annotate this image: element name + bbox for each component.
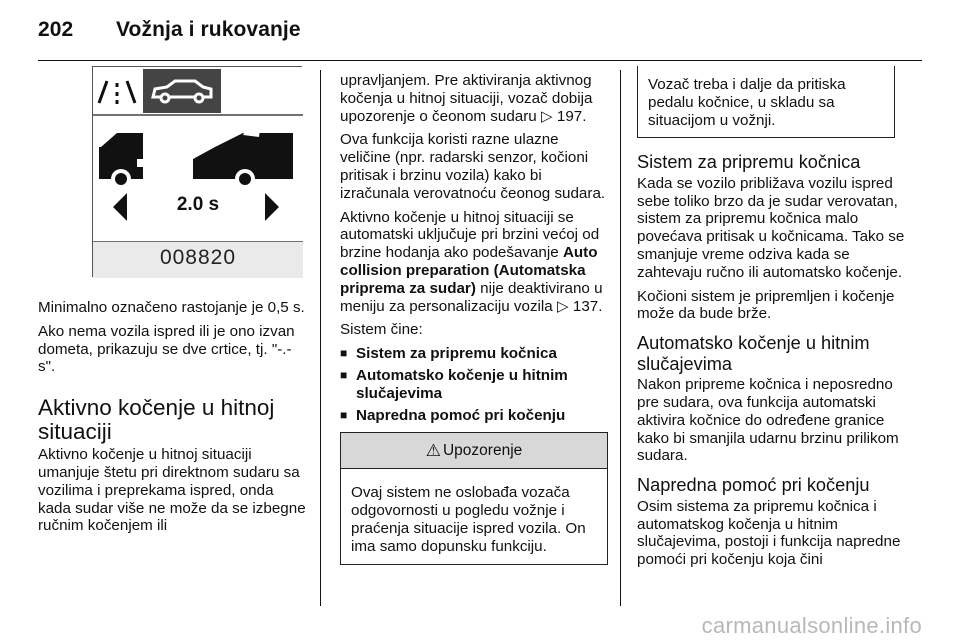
page-header: [38, 18, 301, 42]
list-item: ■ Napredna pomoć pri kočenju: [340, 407, 608, 425]
odometer-value: 008820: [159, 246, 237, 269]
paragraph: upravljanjem. Pre aktiviranja aktivnog kočenja u hitnoj situaciji, vozač dobija upozorenje o čeonom sudaru ▷ 197.: [340, 72, 593, 125]
page-reference[interactable]: 137.: [572, 297, 603, 315]
warning-text: Ovaj sistem ne oslobađa vozača odgovornosti u pogledu vožnje i praćenja situacije ispred vozila. On ima samo dopunsku funkciju.: [351, 484, 586, 555]
distance-display-figure: [92, 66, 302, 277]
paragraph: Kada se vozilo približava vozilu ispred sebe toliko brzo da je sudar verovatan, sistem za pripremu kočnica malo povećava pritisak u kočnicama. Tako se smanjuje vreme odziva kada se zahtevaju ručno ili automatsko kočenje.: [637, 174, 905, 281]
warning-box: [340, 432, 608, 564]
paragraph: Ako nema vozila ispred ili je ono izvan dometa, prikazuju se dve crtice, tj. "-.- s".: [38, 322, 295, 376]
chapter-title: Vožnja i rukovanje: [116, 18, 301, 41]
paragraph: Sistem čine:: [340, 321, 423, 339]
cross-reference-icon: ▷: [540, 107, 553, 125]
column-1: [38, 66, 306, 541]
column-3: [637, 72, 905, 575]
warning-continuation: Vozač treba i dalje da pritiska pedalu kočnice, u skladu sa situacijom u vožnji.: [637, 66, 895, 138]
section-heading: Napredna pomoć pri kočenju: [637, 475, 870, 496]
page-number: 202: [38, 18, 74, 41]
section-heading: Sistem za pripremu kočnica: [637, 152, 861, 173]
paragraph: Osim sistema za pripremu kočnica i automatskog kočenja u hitnim slučajevima, postoji i funkcija napredne pomoći pri kočenju koja čini: [637, 497, 901, 569]
paragraph: Aktivno kočenje u hitnoj situaciji umanjuje štetu pri direktnom sudaru sa vozilima i preprekama ispred, onda kada sudar više ne može da se izbegne ručnim kočenjem ili: [38, 446, 306, 535]
paragraph: Aktivno kočenje u hitnoj situaciji se automatski uključuje pri brzini većoj od brzine hodanja ako podešavanje Auto collision preparation (Automatska priprema za sudar) nije deaktivirano u meniju za personalizaciju vozila ▷ 137.: [340, 208, 603, 315]
paragraph: Kočioni sistem je pripremljen i kočenje može da bude brže.: [637, 287, 895, 323]
system-components-list: [340, 345, 608, 424]
paragraph: Ova funkcija koristi razne ulazne veličine (npr. radarski senzor, kočioni pritisak i brzinu vozila) kako bi izračunala verovatnoću čeonog sudara.: [340, 131, 606, 202]
paragraph: Minimalno označeno rastojanje je 0,5 s.: [38, 299, 305, 316]
warning-triangle-icon: ⚠: [425, 440, 441, 460]
page-reference[interactable]: 197.: [556, 107, 587, 125]
watermark: carmanualsonline.info: [701, 613, 922, 638]
cross-reference-icon: ▷: [556, 297, 569, 315]
column-2: [340, 72, 608, 565]
list-item: ■ Sistem za pripremu kočnica: [340, 345, 608, 363]
section-heading: Automatsko kočenje u hitnim slučajevima: [637, 333, 870, 374]
list-item: ■ Automatsko kočenje u hitnim slučajevima: [340, 367, 608, 403]
column-divider: [320, 70, 321, 606]
header-rule: [38, 60, 922, 61]
warning-header: ⚠ Upozorenje: [341, 433, 607, 469]
time-gap-value: 2.0 s: [176, 194, 220, 215]
paragraph: Nakon pripreme kočnica i neposredno pre sudara, ova funkcija automatski aktivira kočnice do određene granice kako bi smanjila udarnu brzinu prilikom sudara.: [637, 376, 899, 465]
column-divider: [620, 70, 621, 606]
section-heading: Aktivno kočenje u hitnoj situaciji: [38, 395, 275, 445]
